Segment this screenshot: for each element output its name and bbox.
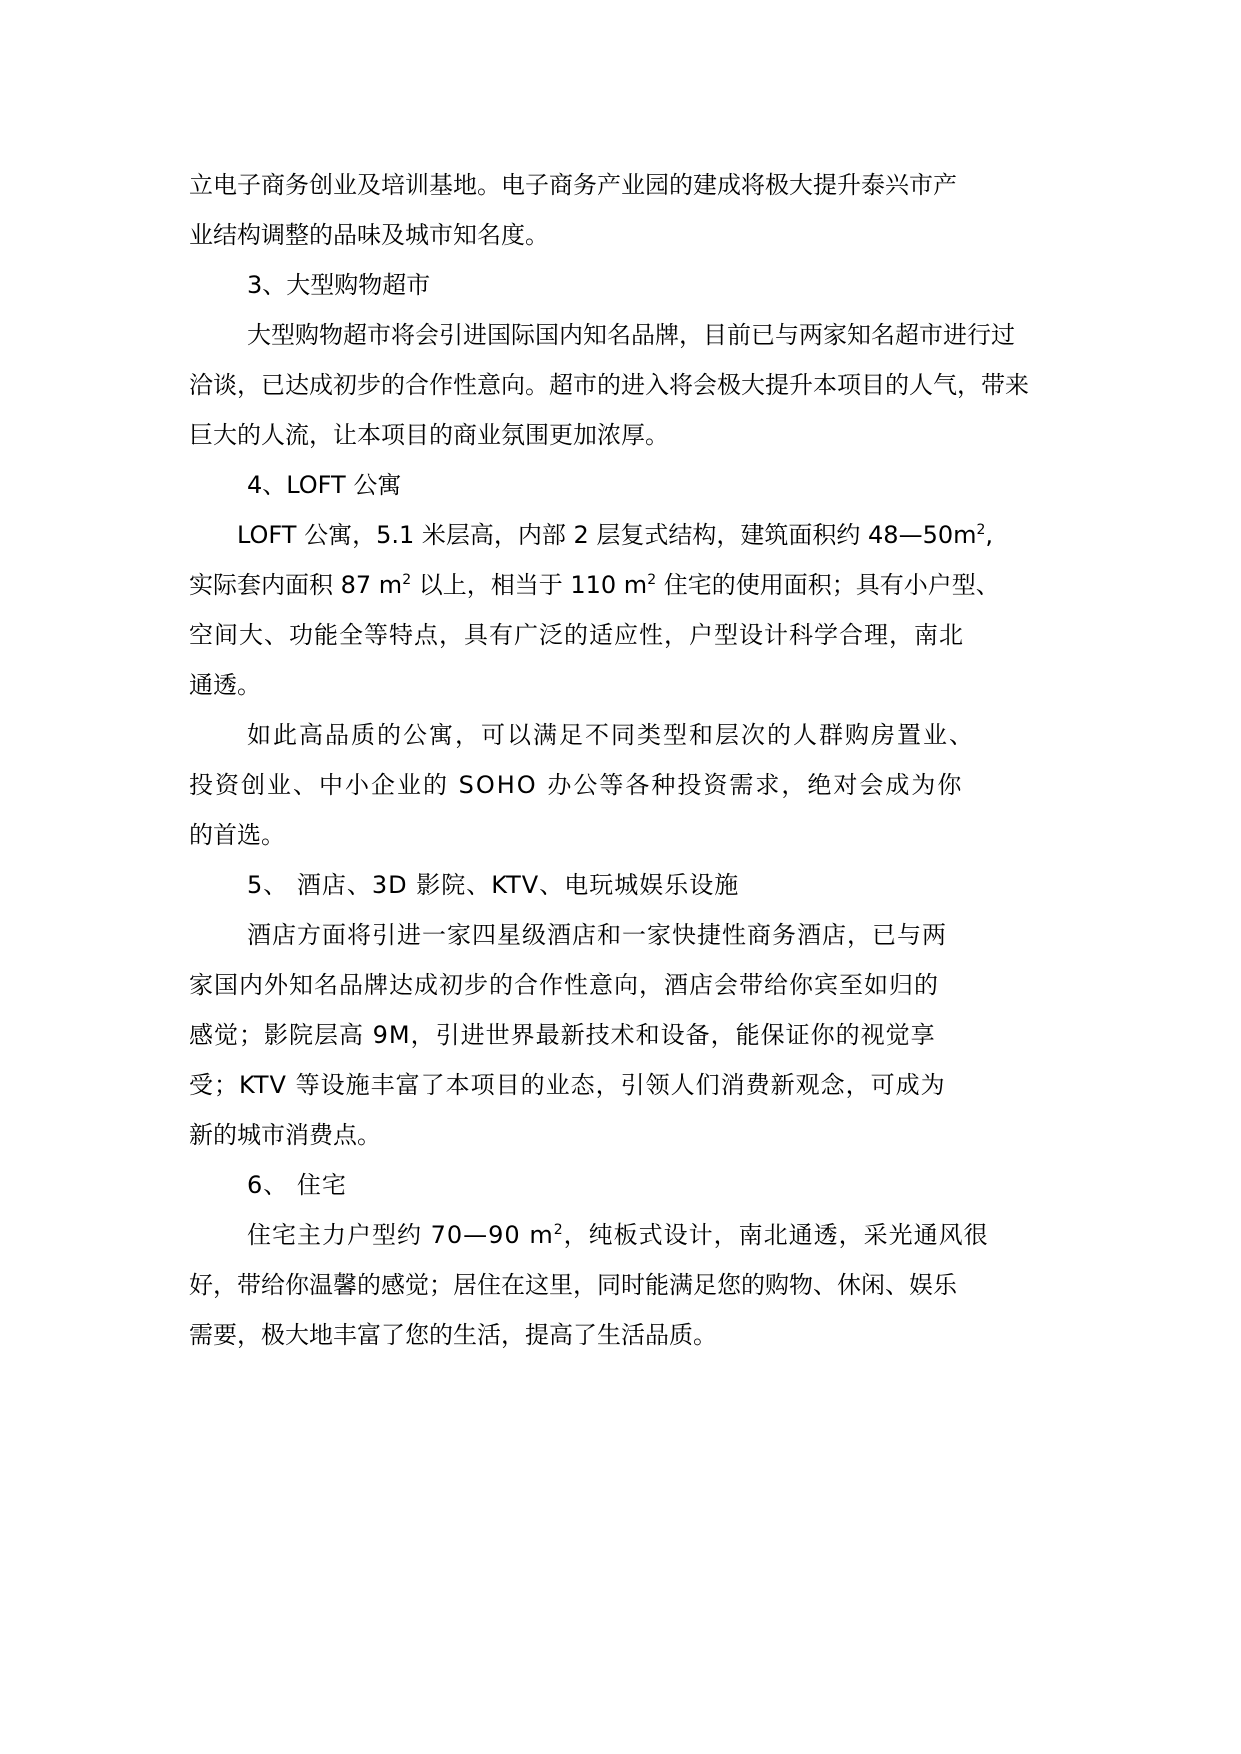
paragraph-line: 立电子商务创业及培训基地。电子商务产业园的建成将极大提升泰兴市产 xyxy=(189,171,957,199)
paragraph-line: 新的城市消费点。 xyxy=(189,1121,381,1149)
paragraph-line: 好，带给你温馨的感觉；居住在这里，同时能满足您的购物、休闲、娱乐 xyxy=(189,1271,957,1299)
text-fragment: 以上，相当于 110 m xyxy=(411,571,648,599)
paragraph-line xyxy=(189,510,1069,560)
body-text xyxy=(189,160,1069,1360)
section-heading-supermarket: 3、大型购物超市 xyxy=(247,271,431,299)
paragraph-line: 的首选。 xyxy=(189,821,285,849)
superscript: 2 xyxy=(976,522,986,538)
paragraph-line: 巨大的人流，让本项目的商业氛围更加浓厚。 xyxy=(189,421,669,449)
paragraph-line: 酒店方面将引进一家四星级酒店和一家快捷性商务酒店，已与两 xyxy=(247,921,947,949)
paragraph-line: 感觉；影院层高 9M，引进世界最新技术和设备，能保证你的视觉享 xyxy=(189,1021,936,1049)
text-fragment: LOFT 公寓，5.1 米层高，内部 2 层复式结构，建筑面积约 48—50m xyxy=(237,521,977,549)
paragraph-line: 洽谈，已达成初步的合作性意向。超市的进入将会极大提升本项目的人气，带来 xyxy=(189,371,1029,399)
text-fragment: , xyxy=(985,521,994,549)
section-heading-entertainment: 5、 酒店、3D 影院、KTV、电玩城娱乐设施 xyxy=(247,871,740,899)
paragraph-line: 空间大、功能全等特点，具有广泛的适应性，户型设计科学合理，南北 xyxy=(189,621,964,649)
paragraph-line: 投资创业、中小企业的 SOHO 办公等各种投资需求，绝对会成为你 xyxy=(189,771,964,799)
paragraph-line: 通透。 xyxy=(189,671,261,699)
paragraph-line: 大型购物超市将会引进国际国内知名品牌，目前已与两家知名超市进行过 xyxy=(247,321,1015,349)
text-fragment: 住宅的使用面积；具有小户型、 xyxy=(656,571,1000,599)
superscript: 2 xyxy=(553,1222,564,1238)
paragraph-line xyxy=(189,560,1069,610)
text-fragment: 住宅主力户型约 70—90 m xyxy=(247,1221,554,1249)
paragraph-line: 受；KTV 等设施丰富了本项目的业态，引领人们消费新观念，可成为 xyxy=(189,1071,946,1099)
section-heading-residence: 6、 住宅 xyxy=(247,1171,347,1199)
paragraph-line: 家国内外知名品牌达成初步的合作性意向，酒店会带给你宾至如归的 xyxy=(189,971,939,999)
section-heading-loft: 4、LOFT 公寓 xyxy=(247,471,402,499)
superscript: 2 xyxy=(647,572,657,588)
paragraph-line xyxy=(189,1210,1069,1260)
text-fragment: ，纯板式设计，南北通透，采光通风很 xyxy=(563,1221,989,1249)
paragraph-line: 业结构调整的品味及城市知名度。 xyxy=(189,221,549,249)
text-fragment: 实际套内面积 87 m xyxy=(189,571,403,599)
superscript: 2 xyxy=(402,572,412,588)
paragraph-line: 需要，极大地丰富了您的生活，提高了生活品质。 xyxy=(189,1321,717,1349)
paragraph-line: 如此高品质的公寓，可以满足不同类型和层次的人群购房置业、 xyxy=(247,721,975,749)
